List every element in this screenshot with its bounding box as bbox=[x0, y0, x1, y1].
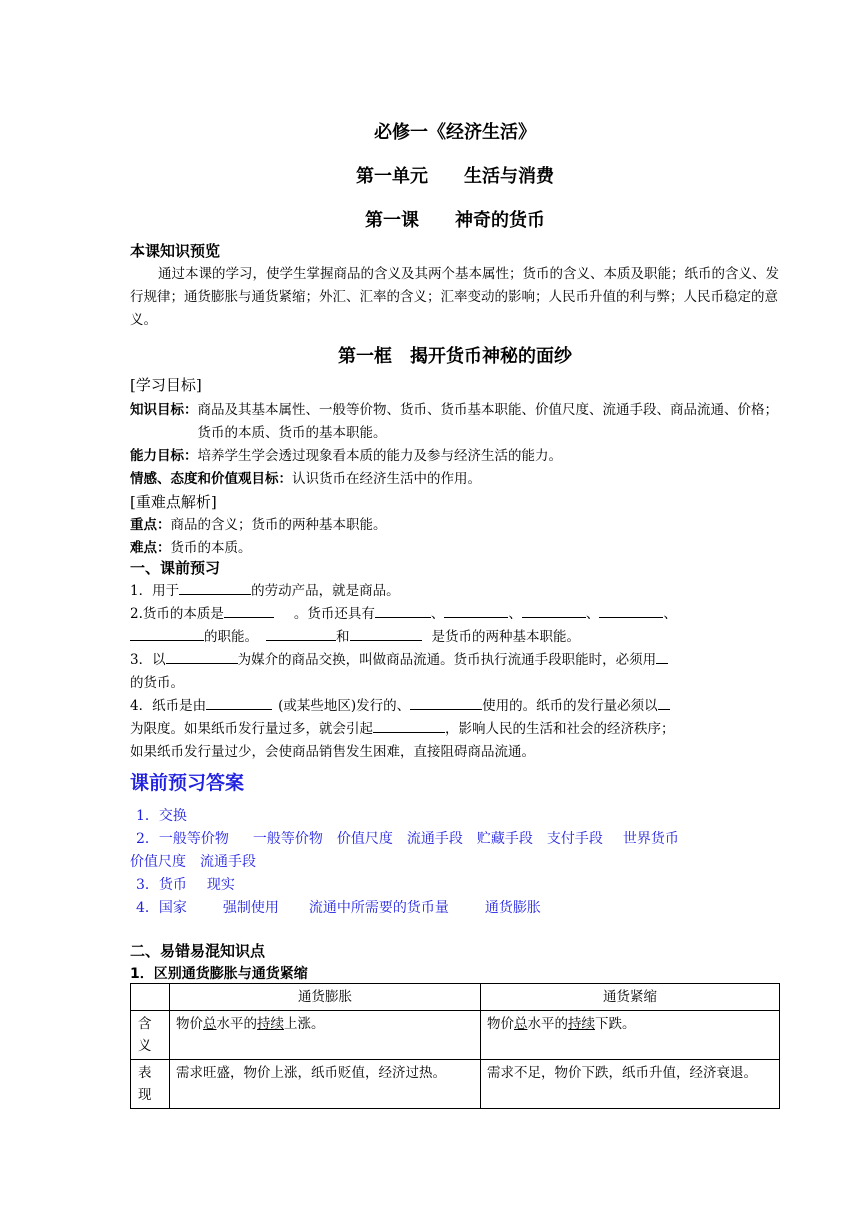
difficult-label: 难点： bbox=[130, 540, 171, 556]
emotion-label: 情感、态度和价值观目标： bbox=[130, 471, 292, 487]
table-header-cell: 通货膨胀 bbox=[170, 984, 481, 1011]
q2-text-e: 是货币的两种基本职能。 bbox=[431, 629, 580, 645]
answer-item: 强制使用 bbox=[222, 900, 279, 916]
comparison-table bbox=[130, 983, 780, 1109]
ability-goal bbox=[130, 445, 780, 468]
focus-text: 商品的含义；货币的两种基本职能。 bbox=[170, 517, 387, 533]
answer-3 bbox=[130, 874, 786, 897]
answer-item: 1．交换 bbox=[136, 808, 187, 824]
table-header-cell bbox=[131, 984, 170, 1011]
q1-text-a: 1．用于 bbox=[130, 583, 180, 599]
book-title: 必修一《经济生活》 bbox=[374, 122, 536, 143]
answer-item: 3．货币 bbox=[136, 877, 187, 893]
q1-text-b: 的劳动产品，就是商品。 bbox=[251, 583, 400, 599]
blank[interactable] bbox=[179, 580, 251, 595]
answer-item: 价值尺度 bbox=[130, 854, 186, 870]
blank[interactable] bbox=[410, 695, 482, 710]
table-cell: 物价总水平的持续上涨。 bbox=[170, 1011, 481, 1060]
section2-heading: 二、易错易混知识点 bbox=[130, 942, 266, 960]
blank[interactable] bbox=[206, 695, 272, 710]
q4-text-a: 4．纸币是由 bbox=[130, 698, 207, 714]
table-row bbox=[131, 1011, 780, 1060]
answers-heading: 课前预习答案 bbox=[130, 772, 245, 794]
row-label: 含义 bbox=[131, 1011, 170, 1060]
table-row bbox=[131, 1060, 780, 1109]
goals-heading: [学习目标] bbox=[130, 376, 202, 394]
answer-2b bbox=[130, 851, 780, 874]
answer-item: 通货膨胀 bbox=[484, 900, 541, 916]
q3-text-a: 3．以 bbox=[130, 652, 166, 668]
ability-text: 培养学生学会透过现象看本质的能力及参与经济生活的能力。 bbox=[197, 448, 562, 464]
preview-q2: 2.货币的本质是 。货币还具有 、 、 、 、 的职能。 和 是货币的两种基本职能。 bbox=[130, 603, 780, 649]
answer-item: 一般等价物 bbox=[252, 831, 323, 847]
blank[interactable] bbox=[658, 695, 670, 710]
answer-2 bbox=[130, 828, 786, 851]
comparison-table-wrap bbox=[130, 983, 780, 1109]
blank[interactable] bbox=[224, 603, 274, 618]
focus-line bbox=[130, 514, 780, 537]
answer-1 bbox=[130, 805, 786, 828]
blank[interactable] bbox=[373, 718, 445, 733]
knowledge-text: 商品及其基本属性、一般等价物、货币、货币基本职能、价值尺度、流通手段、商品流通、价格；货币的本质、货币的基本职能。 bbox=[197, 402, 778, 441]
difficult-text: 货币的本质。 bbox=[170, 540, 252, 556]
blank[interactable] bbox=[130, 626, 204, 641]
answer-item: 2．一般等价物 bbox=[136, 831, 229, 847]
answer-item: 流通手段 bbox=[406, 831, 463, 847]
blank[interactable] bbox=[599, 603, 663, 618]
q3-text-c: 的货币。 bbox=[130, 675, 184, 691]
table-cell: 需求旺盛，物价上涨，纸币贬值，经济过热。 bbox=[170, 1060, 481, 1109]
q4-text-b: (或某些地区)发行的、 bbox=[278, 698, 411, 714]
answer-item: 现实 bbox=[206, 877, 235, 893]
table-header-cell: 通货紧缩 bbox=[481, 984, 780, 1011]
answer-4 bbox=[130, 897, 786, 920]
row-label: 表现 bbox=[131, 1060, 170, 1109]
answer-item: 4．国家 bbox=[136, 900, 187, 916]
ability-label: 能力目标： bbox=[130, 448, 198, 464]
overview-heading: 本课知识预览 bbox=[130, 242, 221, 260]
answer-item: 流通手段 bbox=[200, 854, 256, 870]
answer-item: 世界货币 bbox=[622, 831, 679, 847]
section2-subheading: 1．区别通货膨胀与通货紧缩 bbox=[130, 966, 308, 982]
q2-text-c: 的职能。 bbox=[204, 629, 258, 645]
emotion-text: 认识货币在经济生活中的作用。 bbox=[292, 471, 481, 487]
emotion-goal bbox=[130, 468, 780, 491]
blank[interactable] bbox=[350, 626, 422, 641]
blank[interactable] bbox=[266, 626, 336, 641]
answer-item: 支付手段 bbox=[546, 831, 603, 847]
lesson-title: 第一课 神奇的货币 bbox=[365, 210, 545, 231]
answer-item: 价值尺度 bbox=[336, 831, 393, 847]
knowledge-label: 知识目标： bbox=[130, 402, 198, 418]
unit-title: 第一单元 生活与消费 bbox=[356, 166, 554, 187]
knowledge-goal bbox=[130, 399, 780, 445]
q2-text-b: 。货币还具有 bbox=[293, 606, 375, 622]
focus-label: 重点： bbox=[130, 517, 171, 533]
preview-q1 bbox=[130, 580, 780, 603]
preview-q3 bbox=[130, 649, 780, 695]
blank[interactable] bbox=[166, 649, 238, 664]
answer-item: 贮藏手段 bbox=[476, 831, 533, 847]
table-cell: 物价总水平的持续下跌。 bbox=[481, 1011, 780, 1060]
overview-text: 通过本课的学习，使学生掌握商品的含义及其两个基本属性；货币的含义、本质及职能；纸币的含义、发行规律；通货膨胀与通货紧缩；外汇、汇率的含义；汇率变动的影响；人民币升值的利与弊；人民币稳定的意义。 bbox=[130, 266, 779, 328]
preview-heading: 一、课前预习 bbox=[130, 559, 221, 577]
key-heading: [重难点解析] bbox=[130, 493, 217, 511]
q4-text-d: 为限度。如果纸币发行量过多，就会引起 bbox=[130, 721, 373, 737]
blank[interactable] bbox=[444, 603, 508, 618]
table-cell: 需求不足，物价下跌，纸币升值，经济衰退。 bbox=[481, 1060, 780, 1109]
answer-item: 流通中所需要的货币量 bbox=[308, 900, 449, 916]
blank[interactable] bbox=[375, 603, 431, 618]
q2-text-d: 和 bbox=[336, 629, 350, 645]
q3-text-b: 为媒介的商品交换，叫做商品流通。货币执行流通手段职能时，必须用 bbox=[237, 652, 657, 668]
q2-text-a: 2.货币的本质是 bbox=[130, 606, 224, 622]
blank[interactable] bbox=[522, 603, 586, 618]
q4-text-f: 如果纸币发行量过少，会使商品销售发生困难，直接阻碍商品流通。 bbox=[130, 744, 535, 760]
blank[interactable] bbox=[656, 649, 668, 664]
frame-title: 第一框 揭开货币神秘的面纱 bbox=[338, 346, 572, 367]
q4-text-e: ，影响人民的生活和社会的经济秩序； bbox=[445, 721, 675, 737]
q4-text-c: 使用的。纸币的发行量必须以 bbox=[482, 698, 658, 714]
table-header-row bbox=[131, 984, 780, 1011]
preview-q4 bbox=[130, 695, 780, 764]
